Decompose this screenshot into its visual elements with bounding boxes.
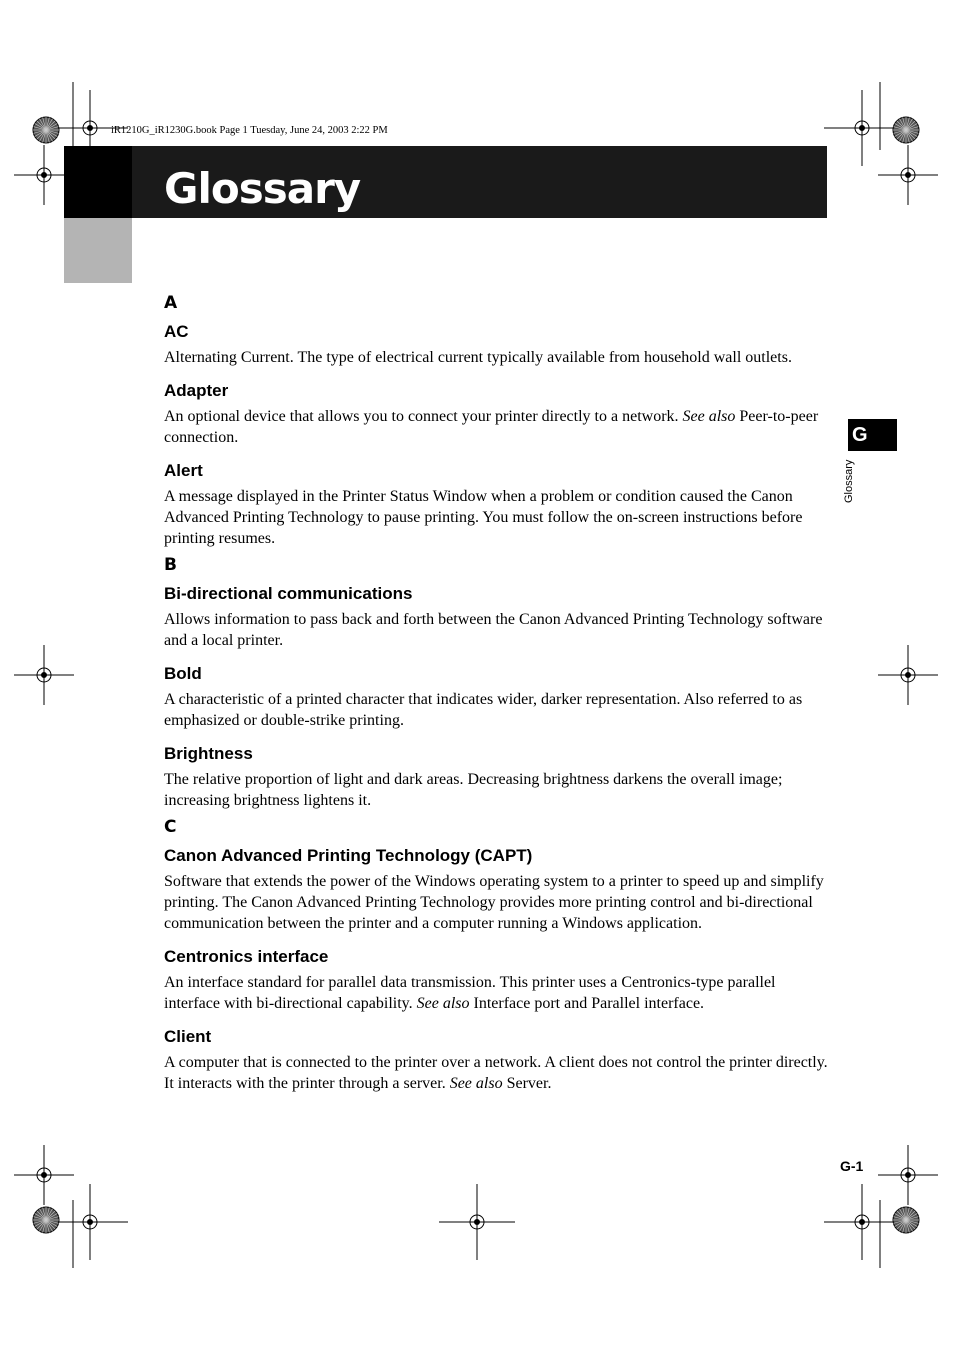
- entry-definition: Alternating Current. The type of electrical current typically available from household wall outlets.: [164, 349, 792, 366]
- glossary-content: [164, 291, 828, 1098]
- side-tab-letter: G: [848, 419, 897, 451]
- glossary-section-c: [164, 815, 828, 1094]
- see-also-reference: Peer-to-peer connection.: [164, 408, 819, 446]
- section-letter: C: [164, 817, 177, 837]
- entry-definition: A characteristic of a printed character that indicates wider, darker representation. Also referred to as emphasized or double-strike printing.: [164, 691, 803, 729]
- glossary-entry: [164, 938, 828, 1014]
- glossary-entry: [164, 735, 828, 811]
- page-number: G-1: [840, 1158, 864, 1174]
- entry-term: Centronics interface: [164, 947, 329, 966]
- glossary-entry: [164, 452, 828, 549]
- see-also-reference: Interface port and Parallel interface.: [473, 995, 705, 1012]
- entry-definition: A computer that is connected to the printer over a network. A client does not control the printer directly. It interacts with the printer through a server. See also Server.: [164, 1054, 828, 1092]
- see-also-label: See also: [449, 1075, 503, 1092]
- see-also-reference: Server.: [506, 1075, 552, 1092]
- entry-definition: Allows information to pass back and forth between the Canon Advanced Printing Technology software and a local printer.: [164, 611, 823, 649]
- glossary-entry: [164, 372, 828, 448]
- entry-term: Adapter: [164, 381, 229, 400]
- section-letter: A: [164, 293, 178, 313]
- entry-term: Client: [164, 1027, 212, 1046]
- entry-definition: Software that extends the power of the Windows operating system to a printer to speed up and simplify printing. The Canon Advanced Printing Technology provides more printing control and bi-directional communication between the printer and a computer running a Windows application.: [164, 873, 824, 932]
- glossary-entry: [164, 583, 828, 651]
- entry-term: Bold: [164, 664, 202, 683]
- side-tab-label: Glossary: [843, 459, 855, 503]
- header-gray-block: [64, 218, 132, 283]
- glossary-section-a: [164, 291, 828, 549]
- glossary-section-b: [164, 553, 828, 811]
- entry-term: Alert: [164, 461, 203, 480]
- glossary-entry: [164, 845, 828, 934]
- glossary-entry: [164, 1018, 828, 1094]
- entry-definition: A message displayed in the Printer Status Window when a problem or condition caused the Canon Advanced Printing Technology to pause printing. You must follow the on-screen instructions before printing resumes.: [164, 488, 803, 547]
- glossary-entry: [164, 655, 828, 731]
- glossary-entry: [164, 321, 828, 368]
- page-title: Glossary: [164, 164, 361, 213]
- entry-term: Bi-directional communications: [164, 584, 413, 603]
- entry-definition: An optional device that allows you to connect your printer directly to a network. See also Peer-to-peer connection.: [164, 408, 819, 446]
- entry-definition: An interface standard for parallel data transmission. This printer uses a Centronics-type parallel interface with bi-directional capability. See also Interface port and Parallel interface.: [164, 974, 776, 1012]
- print-info-line: iR1210G_iR1230G.book Page 1 Tuesday, June 24, 2003 2:22 PM: [111, 125, 388, 136]
- entry-definition: The relative proportion of light and dark areas. Decreasing brightness darkens the overall image; increasing brightness lightens it.: [164, 771, 783, 809]
- see-also-label: See also: [416, 995, 470, 1012]
- see-also-label: See also: [682, 408, 736, 425]
- entry-term: Canon Advanced Printing Technology (CAPT): [164, 846, 533, 865]
- header-corner-block: [64, 146, 132, 218]
- entry-term: AC: [164, 322, 189, 341]
- entry-term: Brightness: [164, 744, 253, 763]
- section-letter: B: [164, 555, 177, 575]
